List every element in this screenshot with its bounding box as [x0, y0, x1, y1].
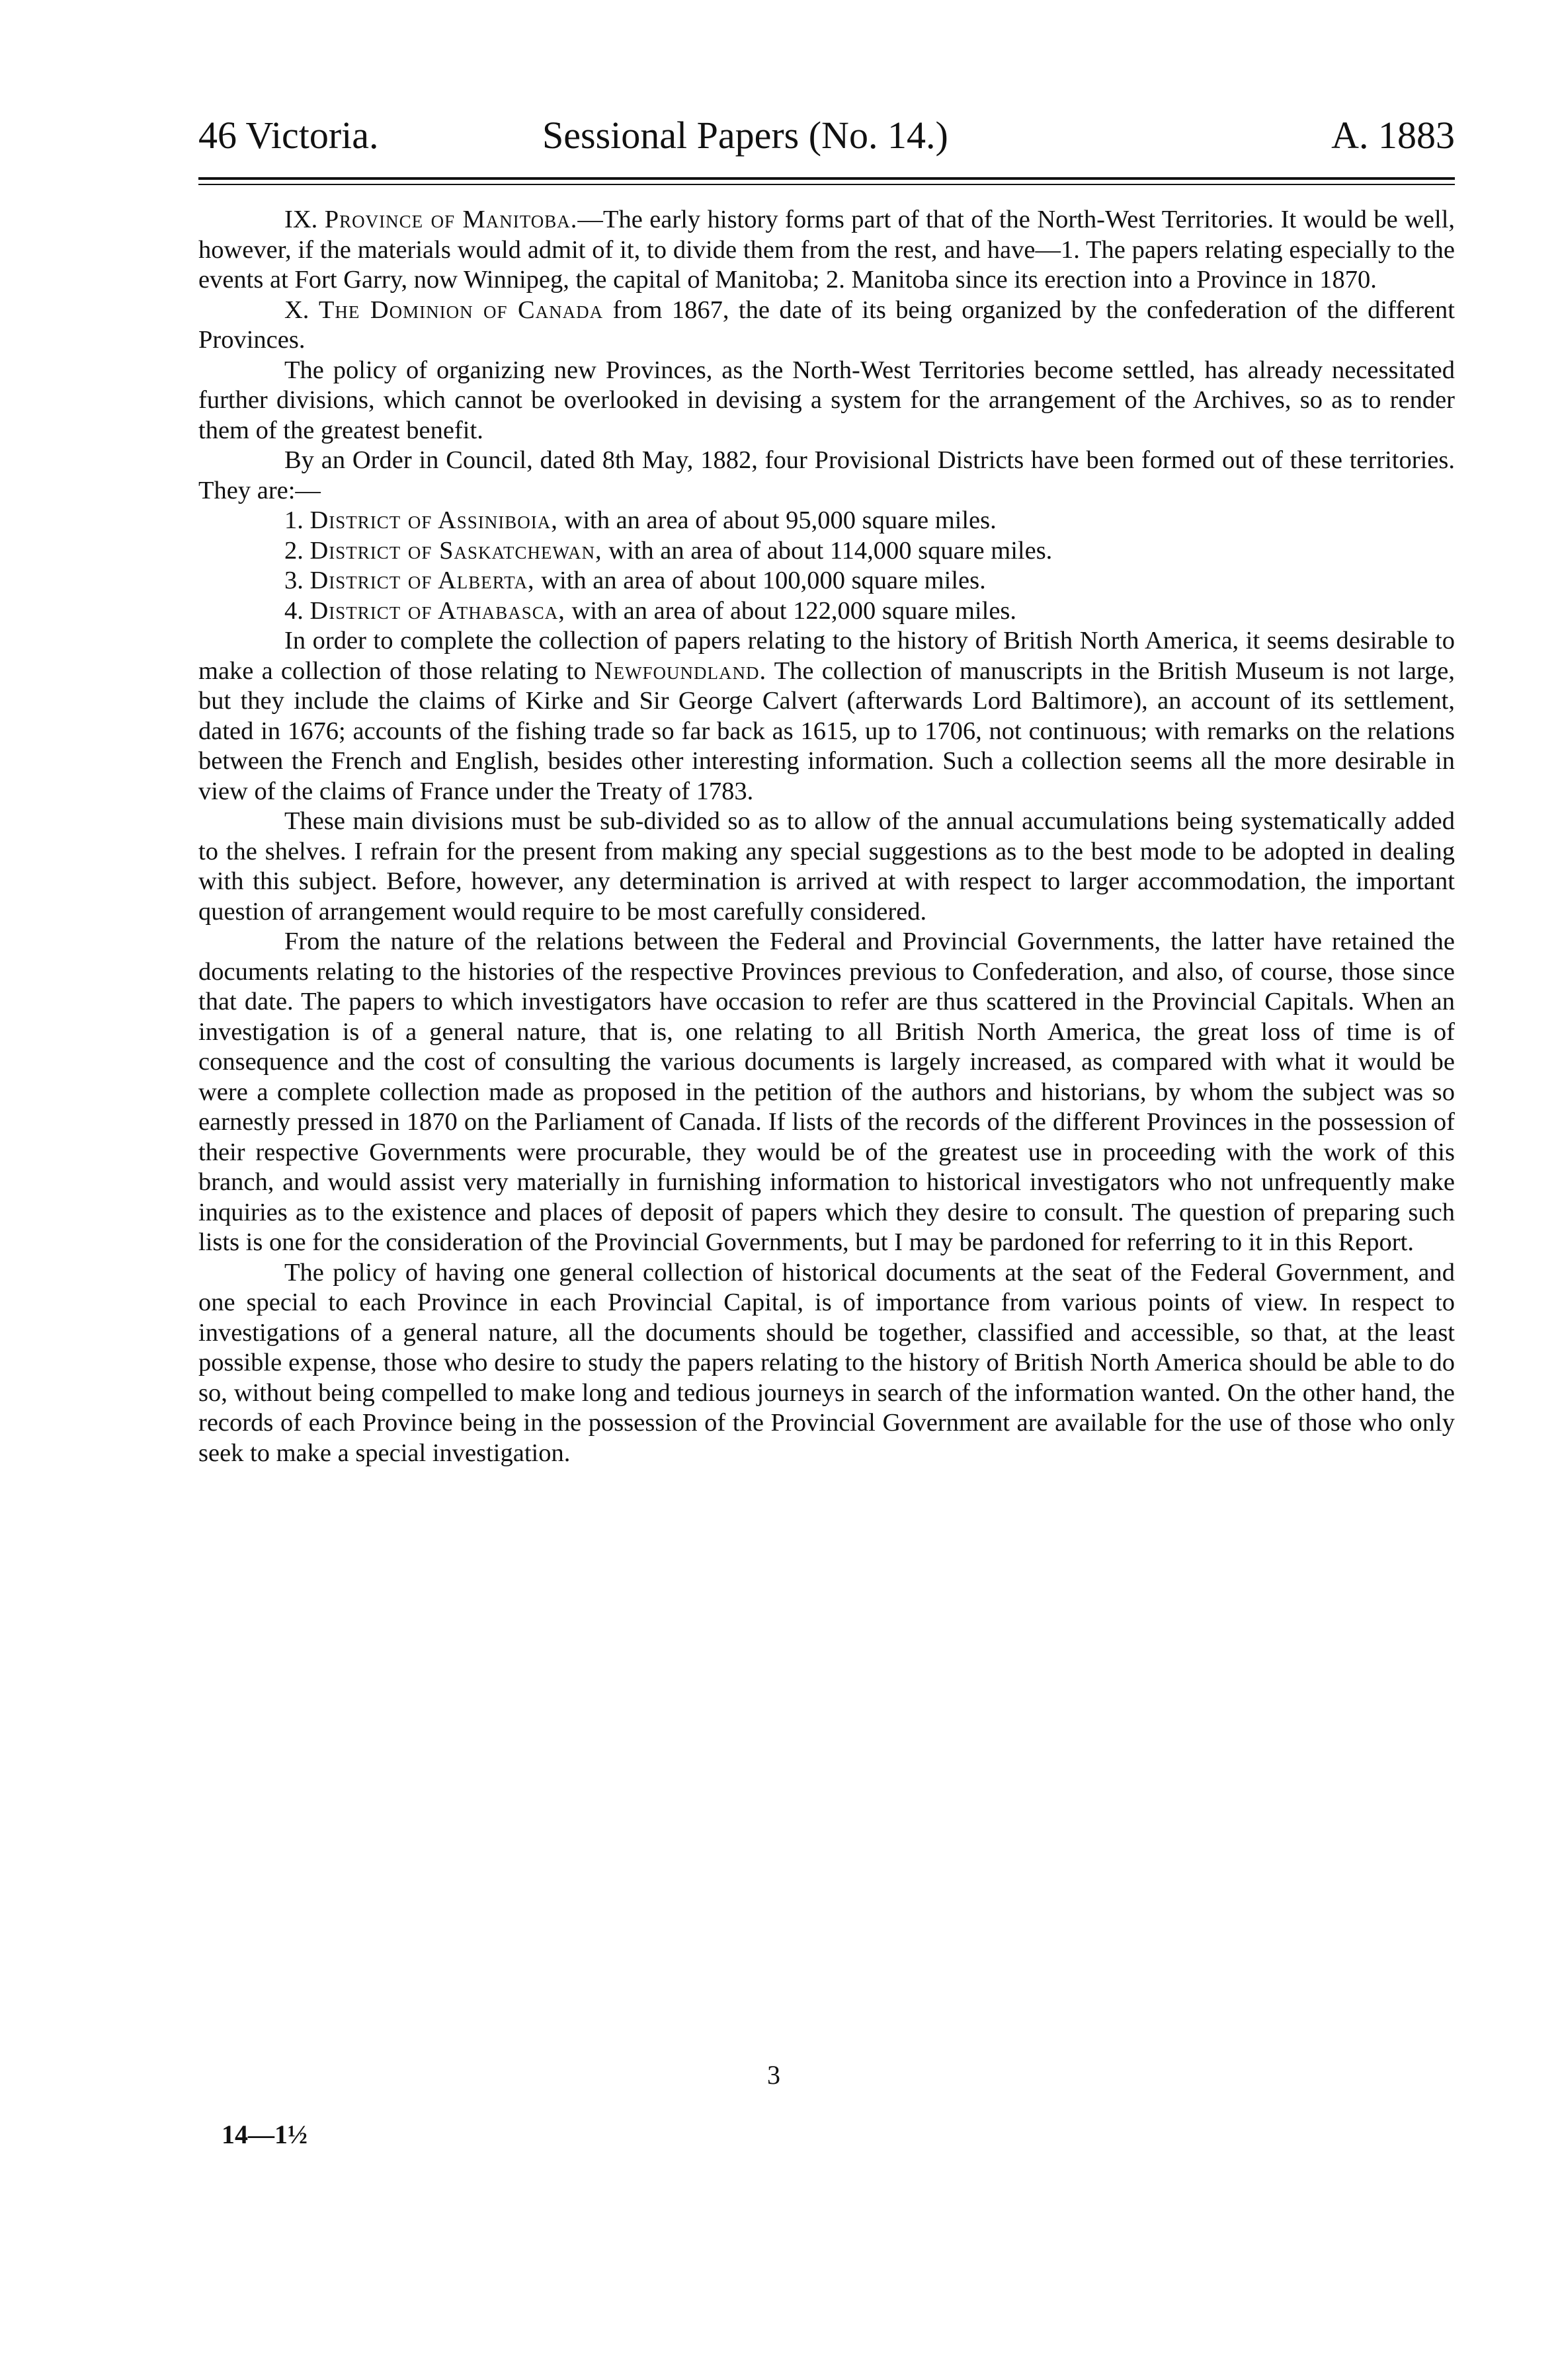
- paragraph-general-collection: The policy of having one general collection of historical documents at the seat of the Federal Government, and one special to each Province in each Provincial Capital, is of importance from various points of view. In respect to investigations of a general nature, all the documents should be together, classified and accessible, so that, at the least possible expense, those who desire to study the papers relating to the history of British North America should be able to do so, without being compelled to make long and tedious journeys in search of the information wanted. On the other hand, the records of each Province being in the possession of the Provincial Government are available for the use of those who only seek to make a special investigation.: [198, 1258, 1455, 1467]
- paragraph-newfoundland: In order to complete the collection of papers relating to the history of British North America, it seems desirable to make a collection of those relating to Newfoundland. The collection of manuscripts in the British Museum is not large, but they include the claims of Kirke and Sir George Calvert (afterwards Lord Baltimore), an account of its settlement, dated in 1676; accounts of the fishing trade so far back as 1615, up to 1706, not continuous; with remarks on the relations between the French and English, besides other interesting information. Such a collection seems all the more desirable in view of the claims of France under the Treaty of 1783.: [198, 627, 1455, 805]
- paragraph-order-in-council: By an Order in Council, dated 8th May, 1882, four Provisional Districts have been formed out of these territories. They are:—: [198, 446, 1455, 504]
- printer-signature: 14—1½: [222, 2120, 308, 2149]
- paragraph-subdivision: These main divisions must be sub-divided so as to allow of the annual accumulations being systematically added to the shelves. I refrain for the present from making any special suggestions as to the best mode to be adopted in dealing with this subject. Before, however, any determination is arrived at with respect to larger accommodation, the important question of arrangement would require to be most carefully considered.: [198, 807, 1455, 926]
- paragraph-dominion: X. The Dominion of Canada from 1867, the date of its being organized by the confederation of the different Provinces.: [198, 296, 1455, 354]
- paragraph-manitoba: IX. Province of Manitoba.—The early history forms part of that of the North-West Territories. It would be well, however, if the materials would admit of it, to divide them from the rest, and have—1. The papers relating especially to the events at Fort Garry, now Winnipeg, the capital of Manitoba; 2. Manitoba since its erection into a Province in 1870.: [198, 206, 1456, 294]
- header-rule-thick: [198, 177, 1455, 180]
- district-item: 4. District of Athabasca, with an area of about 122,000 square miles.: [284, 596, 1017, 625]
- header-title: Sessional Papers (No. 14.): [542, 114, 948, 157]
- header-session: 46 Victoria.: [198, 114, 379, 157]
- section-heading: Province of Manitoba.: [324, 206, 578, 233]
- page-number: 3: [767, 2060, 780, 2090]
- paragraph-policy: The policy of organizing new Provinces, as the North-West Territories become settled, has already necessitated further divisions, which cannot be overlooked in devising a system for the arrangement of the Archives, so as to render them of the greatest benefit.: [198, 356, 1455, 444]
- header-rule-thin: [198, 184, 1455, 185]
- district-item: 2. District of Saskatchewan, with an area of about 114,000 square miles.: [284, 536, 1053, 565]
- paragraph-provincial-relations: From the nature of the relations between the Federal and Provincial Governments, the latter have retained the documents relating to the histories of the respective Provinces previous to Confederation, and also, of course, those since that date. The papers to which investigators have occasion to refer are thus scattered in the Provincial Capitals. When an investigation is of a general nature, that is, one relating to all British North America, the great loss of time is of consequence and the cost of consulting the various documents is largely increased, as compared with what it would be were a complete collection made as proposed in the petition of the authors and historians, by whom the subject was so earnestly pressed in 1870 on the Parliament of Canada. If lists of the records of the different Provinces in the possession of their respective Governments were procurable, they would be of the greatest use in proceeding with the work of this branch, and would assist very materially in furnishing information to historical investigators who not unfrequently make inquiries as to the existence and places of deposit of papers which they desire to consult. The question of preparing such lists is one for the consideration of the Provincial Governments, but I may be pardoned for referring to it in this Report.: [198, 928, 1455, 1256]
- page-body: [198, 205, 1455, 1468]
- district-item: 3. District of Alberta, with an area of about 100,000 square miles.: [284, 567, 986, 594]
- section-heading: The Dominion of Canada: [318, 296, 604, 324]
- district-item: 1. District of Assiniboia, with an area of about 95,000 square miles.: [284, 506, 997, 534]
- header-year: A. 1883: [1331, 114, 1455, 157]
- page-header: [198, 106, 1455, 165]
